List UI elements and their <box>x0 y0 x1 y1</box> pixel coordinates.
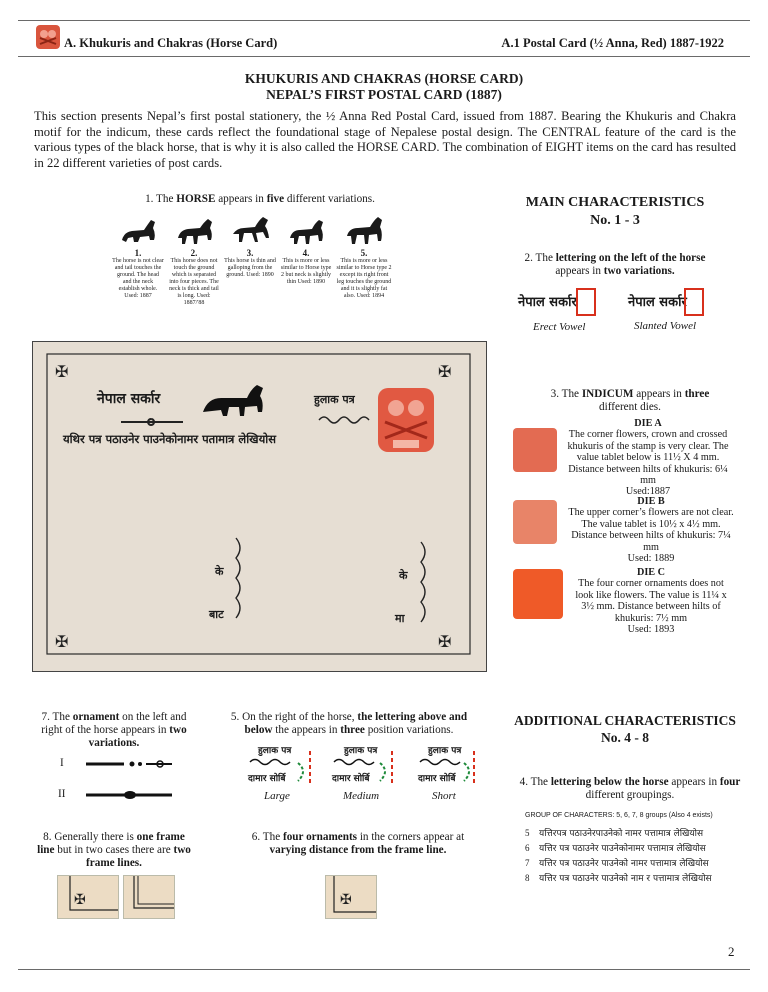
svg-text:✠: ✠ <box>55 634 69 651</box>
horse-5-number: 5. <box>360 248 368 258</box>
group-row: 5 यत्तिरपत्र पठाउनेरपाउनेको नामर पत्तामात्र लेखियोस <box>525 828 704 839</box>
horse-heading: 1. The HORSE appears in five different variations. <box>145 193 375 205</box>
catalog-reference: A.1 Postal Card (½ Anna, Red) 1887-1922 <box>501 36 724 50</box>
horse-2-desc: This horse does not touch the ground which is separated into four pieces. The neck is thick and tail is long. Used: 1887/'88 <box>169 258 219 306</box>
horse-3-desc: This horse is thin and galloping from the ground. Used: 1890 <box>224 258 276 278</box>
horse-variant-1 <box>112 214 164 300</box>
corner-ornaments-heading: 6. The four ornaments in the corners appear at varying distance from the frame line. <box>251 831 465 856</box>
ornament-variant-ii <box>84 789 174 801</box>
frame-two-lines-art <box>124 876 174 918</box>
horse-variant-3 <box>224 214 276 279</box>
lettering-position-samples <box>248 743 478 789</box>
lettering-right-heading: 5. On the right of the horse, the lettering above and below the appears in three position variations. <box>230 711 468 736</box>
sample-short-above: हुलाक पत्र <box>428 746 462 756</box>
erect-vowel-label: Erect Vowel <box>533 321 586 333</box>
group-row: 7 यत्तिर पत्र पठाउनेर पाउनेको नामर पत्तामात्र लेखियोस <box>525 858 709 869</box>
die-c-used: Used: 1893 <box>627 624 675 636</box>
top-rule <box>18 20 750 21</box>
lettering-below-heading: 4. The lettering below the horse appears in four different groupings. <box>519 776 741 801</box>
horse-4-icon <box>284 214 328 248</box>
svg-text:✠: ✠ <box>55 364 69 381</box>
frame-one-line-thumb <box>57 875 119 919</box>
die-b-text: The upper corner’s flowers are not clear. The value tablet is 10½ x 4½ mm. Distance between hilts of khukuris: 7¼ mm <box>568 507 734 553</box>
main-characteristics-title: MAIN CHARACTERISTICS <box>525 195 705 210</box>
horse-variant-4 <box>280 214 332 286</box>
die-a-text: The corner flowers, crown and crossed khukuris of the stamp is very clear. The value tablet below is 11½ X 4 mm. Distance between hilts of khukuris: 6¼ mm <box>567 429 729 487</box>
footer-rule <box>18 969 750 970</box>
section-title: A. Khukuris and Chakras (Horse Card) <box>64 36 278 50</box>
horse-3-number: 3. <box>246 248 254 258</box>
section-stamp-icon <box>35 24 61 50</box>
horse-5-icon <box>342 214 386 248</box>
card-left-lettering: नेपाल सर्कार <box>97 391 161 407</box>
die-c-title: DIE C <box>636 567 666 578</box>
group-row: 6 यत्तिर पत्र पठाउनेर पाउनेकोनामर पत्तामात्र लेखियोस <box>525 843 706 854</box>
erect-vowel-highlight <box>576 288 596 316</box>
card-right-lettering: हुलाक पत्र <box>314 393 355 406</box>
horse-2-icon <box>172 214 216 248</box>
main-characteristics-heading <box>490 194 740 230</box>
sample-short-below: दामार सोर्बि <box>418 774 456 784</box>
ornament-heading: 7. The ornament on the left and right of the horse appears in two variations. <box>41 711 187 749</box>
character-groups <box>525 826 745 886</box>
page-subtitle: NEPAL’S FIRST POSTAL CARD (1887) <box>266 87 502 102</box>
horse-3-icon <box>228 214 272 248</box>
die-b-stamp <box>513 500 557 544</box>
additional-title: ADDITIONAL CHARACTERISTICS <box>514 713 736 728</box>
header-rule <box>18 56 750 57</box>
right-ornament <box>319 417 369 423</box>
die-a-used: Used:1887 <box>625 486 671 498</box>
horse-variant-2 <box>168 214 220 307</box>
sample-medium-below: दामार सोर्बि <box>332 774 370 784</box>
card-ke-left: के <box>215 565 224 578</box>
svg-text:✠: ✠ <box>438 634 452 651</box>
card-ke-right: के <box>399 569 408 582</box>
label-large: Large <box>264 790 290 802</box>
label-medium: Medium <box>343 790 380 802</box>
lettering-left-heading: 2. The lettering on the left of the horse appears in two variations. <box>524 252 706 277</box>
intro-paragraph: This section presents Nepal’s first postal stationery, the ½ Anna Red Postal Card, issued from 1887. Bearing the Khukuris and Chakra motif for the indicum, these cards reflect the foundational stage of Nepalese postal design. The CENTRAL feature of the card is the various types of the black horse, that is why it is also called the HORSE CARD. The combination of EIGHT items on the card has resulted in 22 different varieties of post cards. <box>34 109 736 170</box>
die-c-stamp <box>513 569 563 619</box>
svg-text:✠: ✠ <box>438 364 452 381</box>
main-characteristics-subtitle: No. 1 - 3 <box>590 213 640 228</box>
card-ma: मा <box>395 612 405 625</box>
page-title: KHUKURIS AND CHAKRAS (HORSE CARD) <box>244 71 524 86</box>
die-c-block <box>568 567 734 635</box>
slanted-vowel-highlight <box>684 288 704 316</box>
svg-text:✠: ✠ <box>74 893 86 908</box>
left-ornament <box>121 419 183 425</box>
group-row: 8 यत्तिर पत्र पठाउनेर पाउनेको नाम र पत्तामात्र लेखियोस <box>525 873 712 884</box>
corner-ornament-art <box>326 876 376 918</box>
die-a-title: DIE A <box>634 418 662 429</box>
horse-5-desc: This is more or less similar to Horse type 2 except its right front leg touches the ground and it is slightly fat also. Used: 1894 <box>336 258 392 299</box>
horse-4-number: 4. <box>302 248 310 258</box>
horse-2-number: 2. <box>190 248 198 258</box>
frame-two-lines-thumb <box>123 875 175 919</box>
card-bata: बाट <box>209 608 224 621</box>
horse-variant-5 <box>336 214 392 300</box>
horse-4-desc: This is more or less similar to Horse type 2 but neck is slightly thin Used: 1890 <box>280 258 332 285</box>
slanted-vowel-sample: नेपाल सर्कार <box>628 292 687 310</box>
label-short: Short <box>432 790 456 802</box>
sample-large-above: हुलाक पत्र <box>258 746 292 756</box>
page-number: 2 <box>728 944 735 959</box>
horse-1-desc: The horse is not clear and tail touches the ground. The head and the neck establish whole. Used: 1887 <box>112 258 164 299</box>
group-of-characters: GROUP OF CHARACTERS: 5, 6, 7, 8 groups (Also 4 exists) <box>525 812 713 819</box>
card-horse-icon <box>203 385 263 416</box>
ornament-label-ii: II <box>58 788 66 800</box>
postal-card-image <box>32 341 487 672</box>
die-b-title: DIE B <box>637 496 665 507</box>
frame-one-line-art <box>58 876 118 918</box>
indicum-heading: 3. The INDICUM appears in three different dies. <box>550 388 710 413</box>
card-indicum-stamp <box>378 388 434 452</box>
die-a-block <box>562 418 734 498</box>
die-b-used: Used: 1889 <box>627 553 675 565</box>
ornament-label-i: I <box>60 757 64 769</box>
erect-vowel-sample: नेपाल सर्कार <box>518 292 577 310</box>
ornament-variant-i <box>84 758 174 770</box>
die-c-text: The four corner ornaments does not look like flowers. The value is 11¼ x 3½ mm. Distance between hilts of khukuris: 7½ mm <box>575 578 727 624</box>
position-markers <box>248 743 478 789</box>
card-address-line: यथिर पत्र पठाउनेर पाउनेकोनामर पतामात्र लेखियोस <box>63 432 276 446</box>
sample-large-below: दामार सोर्बि <box>248 774 286 784</box>
sample-medium-above: हुलाक पत्र <box>344 746 378 756</box>
horse-1-icon <box>116 214 160 248</box>
horse-1-number: 1. <box>134 248 142 258</box>
die-a-stamp <box>513 428 557 472</box>
additional-characteristics-heading <box>505 712 745 746</box>
frame-heading: 8. Generally there is one frame line but in two cases there are two frame lines. <box>37 831 191 869</box>
die-b-block <box>568 496 734 564</box>
svg-text:✠: ✠ <box>340 893 352 908</box>
slanted-vowel-label: Slanted Vowel <box>634 320 697 332</box>
horse-variants <box>112 214 392 324</box>
corner-ornament-thumb <box>325 875 377 919</box>
additional-subtitle: No. 4 - 8 <box>601 730 649 745</box>
